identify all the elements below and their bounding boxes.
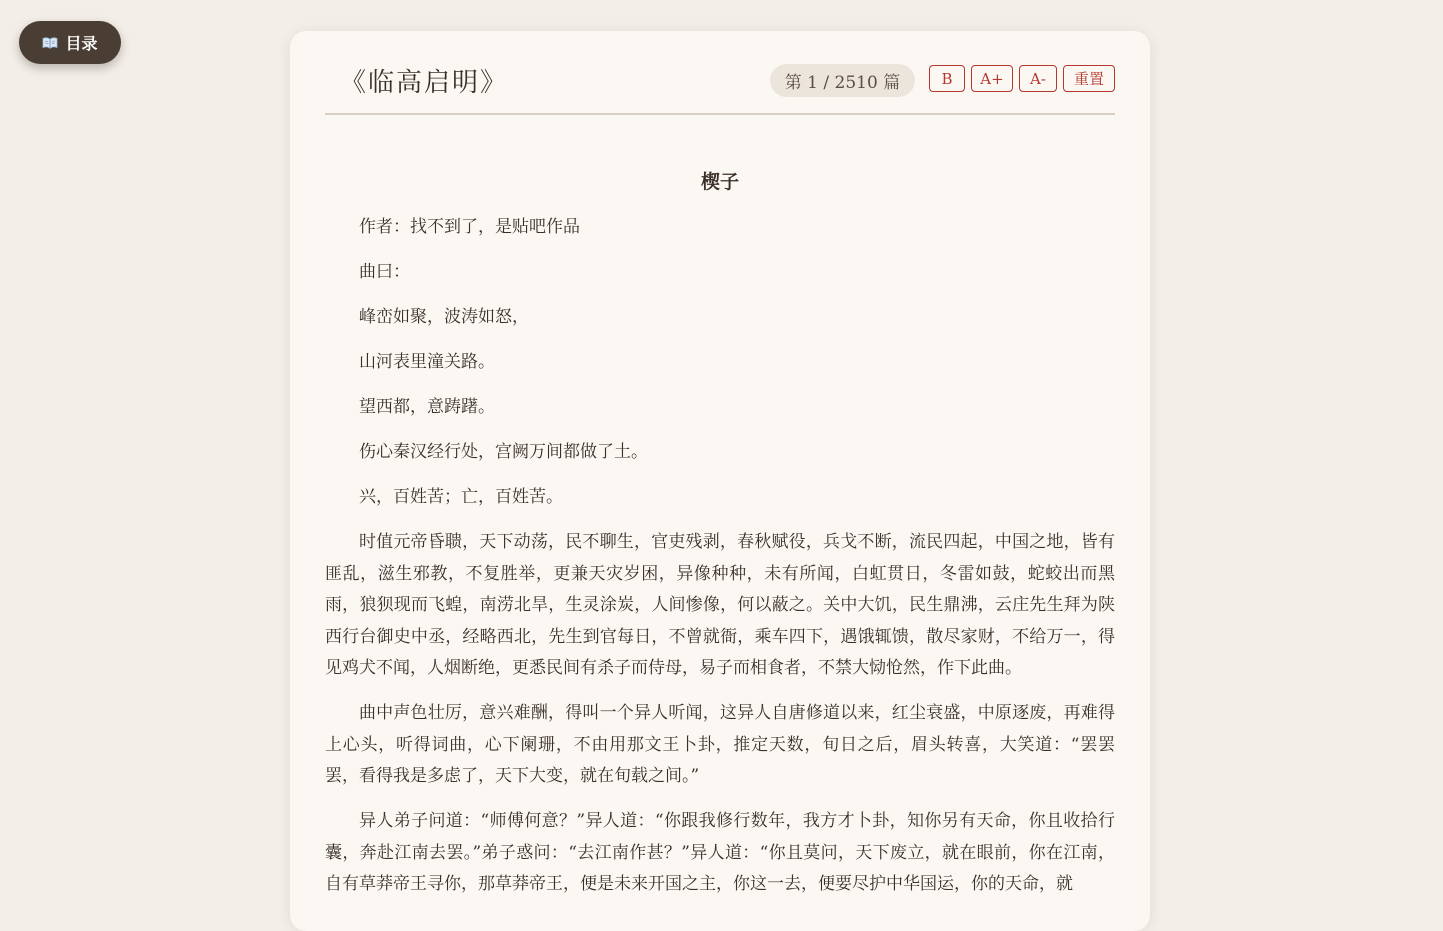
reader-header: [325, 31, 1115, 115]
paragraph: 伤心秦汉经行处，宫阙万间都做了土。: [359, 442, 648, 462]
paragraph: 峰峦如聚，波涛如怒，: [359, 307, 529, 327]
toc-label: 目录: [65, 34, 98, 53]
font-increase-button[interactable]: A+: [971, 65, 1013, 92]
paragraph: 兴，百姓苦；亡，百姓苦。: [359, 487, 563, 507]
font-decrease-button[interactable]: A-: [1019, 65, 1057, 92]
paragraph: 时值元帝昏聩，天下动荡，民不聊生，官吏残剥，春秋赋役，兵戈不断，流民四起，中国之地，皆有匪乱，滋生邪教，不复胜举，更兼天灾岁困，异像种种，未有所闻，白虹贯日，冬雷如鼓，蛇蛟出而黑雨，狼狈现而飞蝗，南涝北旱，生灵涂炭，人间惨像，何以蔽之。关中大饥，民生鼎沸，云庄先生拜为陕西行台御史中丞，经略西北，先生到官每日，不曾就衙，乘车四下，遇饿辄馈，散尽家财，不给万一，得见鸡犬不闻，人烟断绝，更悉民间有杀子而侍母，易子而相食者，不禁大恸怆然，作下此曲。: [325, 532, 1115, 678]
paragraph: 作者：找不到了，是贴吧作品: [359, 217, 580, 237]
reset-button[interactable]: 重置: [1063, 65, 1115, 92]
paragraph: 望西都，意踌躇。: [359, 397, 495, 417]
paragraph: 曲曰：: [359, 262, 410, 282]
book-icon: [42, 37, 58, 49]
bold-toggle-button[interactable]: B: [929, 65, 965, 92]
paragraph: 山河表里潼关路。: [359, 352, 495, 372]
chapter-content: [325, 212, 1115, 914]
book-title: 《临高启明》: [340, 68, 509, 98]
paragraph: 异人弟子问道：“师傅何意？”异人道：“你跟我修行数年，我方才卜卦，知你另有天命，你且收拾行囊，奔赴江南去罢。”弟子惑问：“去江南作甚？”异人道：“你且莫问，天下废立，就在眼前，你在江南，自有草莽帝王寻你，那草莽帝王，便是未来开国之主，你这一去，便要尽护中华国运，你的天命，就: [325, 811, 1115, 894]
toc-button[interactable]: [19, 21, 121, 64]
paragraph: 曲中声色壮厉，意兴难酬，得叫一个异人听闻，这异人自唐修道以来，红尘衰盛，中原逐废，再难得上心头，听得词曲，心下阑珊，不由用那文王卜卦，推定天数，旬日之后，眉头转喜，大笑道：“罢罢罢，看得我是多虑了，天下大变，就在旬载之间。”: [325, 703, 1115, 786]
reader-panel: [290, 31, 1150, 931]
chapter-title: 楔子: [700, 171, 739, 193]
chapter-progress: 第 1 / 2510 篇: [770, 64, 915, 97]
